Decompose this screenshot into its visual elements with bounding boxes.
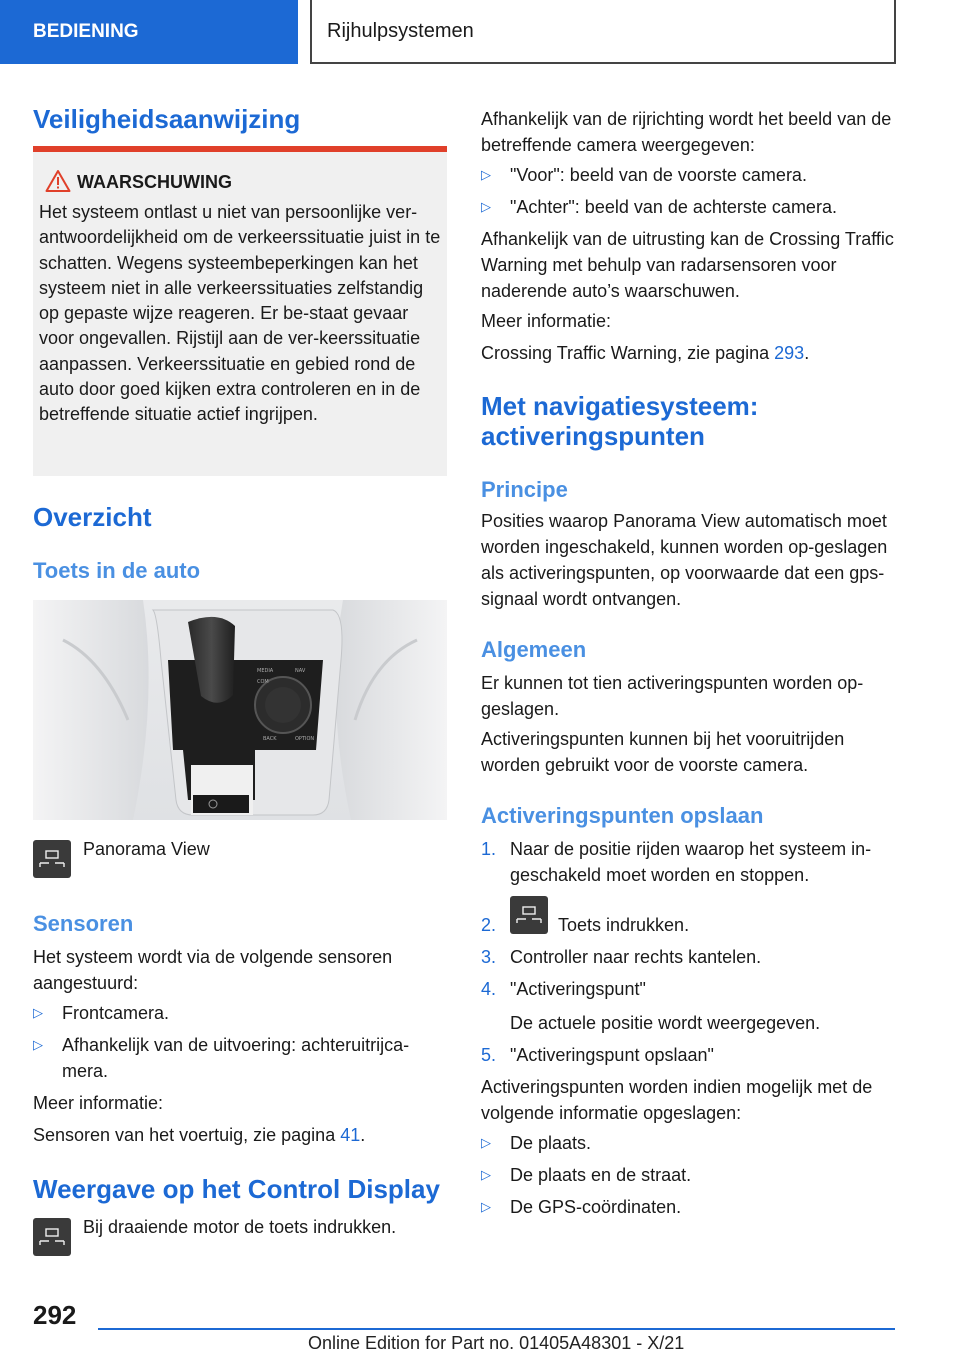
step-4-result: De actuele positie wordt weergegeven.: [510, 1013, 821, 1033]
bullet-icon: ▷: [33, 1037, 43, 1052]
more-info-label: Meer informatie:: [481, 311, 612, 331]
photo-label-option: OPTION: [295, 736, 315, 742]
panorama-view-icon: [33, 840, 71, 878]
heading-sensors: Sensoren: [33, 911, 134, 936]
bullet-icon: ▷: [481, 1199, 491, 1214]
footer-edition: Online Edition for Part no. 01405A48301 - X/21: [308, 1333, 685, 1353]
warning-triangle-icon: [45, 169, 71, 193]
section-title: BEDIENING: [33, 21, 139, 42]
heading-overview: Overzicht: [33, 502, 152, 532]
heading-safety: Veiligheidsaanwijzing: [33, 104, 301, 134]
crossing-text: Afhankelijk van de uitrusting kan de Crossing Traffic Warning met behulp van radarsensoren voor naderende auto’s waarschuwen.: [481, 229, 894, 301]
warning-title: WAARSCHUWING: [77, 172, 232, 192]
gear-selector-illustration: [33, 600, 447, 820]
bullet-icon: ▷: [481, 1167, 491, 1182]
heading-navigation-line1: Met navigatiesysteem:: [481, 391, 759, 421]
heading-button-in-car: Toets in de auto: [33, 558, 201, 583]
display-text: Bij draaiende motor de toets indrukken.: [83, 1217, 397, 1237]
page-number: 292: [33, 1300, 77, 1330]
bullet-icon: ▷: [481, 167, 491, 182]
section-tab: [0, 0, 298, 64]
sensors-intro: Het systeem wordt via de volgende sensoren aangestuurd:: [33, 947, 393, 993]
page-link-293[interactable]: 293: [774, 343, 805, 363]
footer-divider: [98, 1328, 895, 1330]
save-info: Activeringspunten worden indien mogelijk met de volgende informatie opgeslagen:: [481, 1077, 873, 1123]
photo-label-media: MEDIA: [257, 668, 274, 674]
console-photo: [33, 600, 447, 820]
warning-text: Het systeem ontlast u niet van persoonlijke ver-antwoordelijkheid om de verkeerssituatie juist in te schatten. Wegens systeembeperkingen kan het systeem niet in alle verkeerssituaties zelfstandig op gepaste wijze reageren. Er be-staat gevaar voor ongevallen. Rijstijl aan de ver-keerssituatie aanpassen. Verkeerssituatie en gebied rond de auto door goed kijken extra controleren en in de betreffende situatie actief ingrijpen.: [39, 202, 441, 425]
warning-box: [33, 146, 447, 476]
general-text-1: Er kunnen tot tien activeringspunten worden op-geslagen.: [481, 673, 864, 719]
panorama-view-icon: [33, 1218, 71, 1256]
general-text-2: Activeringspunten kunnen bij het vooruitrijden worden gebruikt voor de voorste camera.: [481, 729, 845, 775]
photo-label-com: COM: [257, 679, 269, 685]
chapter-tab: [310, 0, 896, 64]
list-item-continuation: mera.: [62, 1061, 109, 1081]
heading-navigation-line2: activeringspunten: [481, 421, 705, 451]
page-link-41[interactable]: 41: [340, 1125, 361, 1145]
panorama-view-icon: [510, 896, 548, 934]
principle-text: Posities waarop Panorama View automatisch moet worden ingeschakeld, kunnen worden op-geslagen als activeringspunten, op voorwaarde dat een gps-signaal wordt ontvangen.: [481, 511, 888, 609]
bullet-icon: ▷: [481, 199, 491, 214]
heading-control-display: Weergave op het Control Display: [33, 1174, 440, 1204]
bullet-icon: ▷: [33, 1005, 43, 1020]
step-2-text: Toets indrukken.: [558, 915, 690, 935]
chapter-title: Rijhulpsystemen: [327, 19, 474, 42]
heading-principle: Principe: [481, 477, 568, 502]
crossing-reference: Crossing Traffic Warning, zie pagina 293.: [481, 343, 810, 363]
icon-caption: Panorama View: [83, 839, 210, 859]
photo-label-nav: NAV: [295, 668, 306, 674]
heading-save-points: Activeringspunten opslaan: [481, 803, 764, 828]
bullet-icon: ▷: [481, 1135, 491, 1150]
photo-label-back: BACK: [263, 736, 277, 742]
heading-general: Algemeen: [481, 637, 587, 662]
more-info-label: Meer informatie:: [33, 1093, 164, 1113]
sensors-reference: Sensoren van het voertuig, zie pagina 41.: [33, 1125, 366, 1145]
camera-intro: Afhankelijk van de rijrichting wordt het beeld van de betreffende camera weergegeven:: [481, 109, 892, 155]
